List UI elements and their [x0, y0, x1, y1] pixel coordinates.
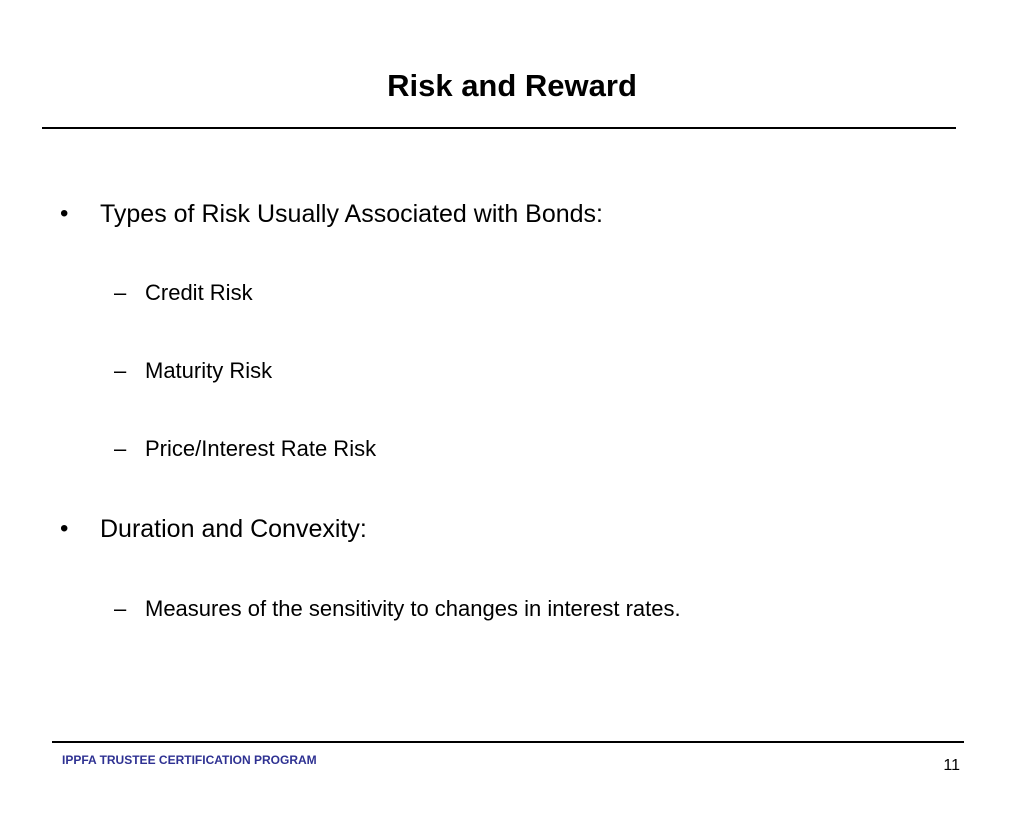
- sub-bullet-marker: –: [114, 280, 127, 305]
- bullet-text: Types of Risk Usually Associated with Bonds:: [100, 200, 604, 228]
- bullet-marker: •: [60, 200, 69, 227]
- slide-title: Risk and Reward: [387, 68, 637, 103]
- bullet-marker: •: [60, 515, 69, 542]
- sub-bullet-marker: –: [114, 436, 127, 461]
- sub-bullet-text: Measures of the sensitivity to changes in interest rates.: [145, 596, 681, 621]
- sub-bullet-text: Maturity Risk: [145, 358, 273, 383]
- page-number: 11: [943, 757, 960, 774]
- title-divider: [42, 127, 956, 129]
- sub-bullet-text: Price/Interest Rate Risk: [145, 436, 377, 461]
- sub-bullet-marker: –: [114, 596, 127, 621]
- bullet-text: Duration and Convexity:: [100, 515, 367, 543]
- sub-bullet-text: Credit Risk: [145, 280, 253, 305]
- footer-divider: [52, 741, 964, 743]
- sub-bullet-marker: –: [114, 358, 127, 383]
- footer-program-name: IPPFA TRUSTEE CERTIFICATION PROGRAM: [62, 753, 317, 767]
